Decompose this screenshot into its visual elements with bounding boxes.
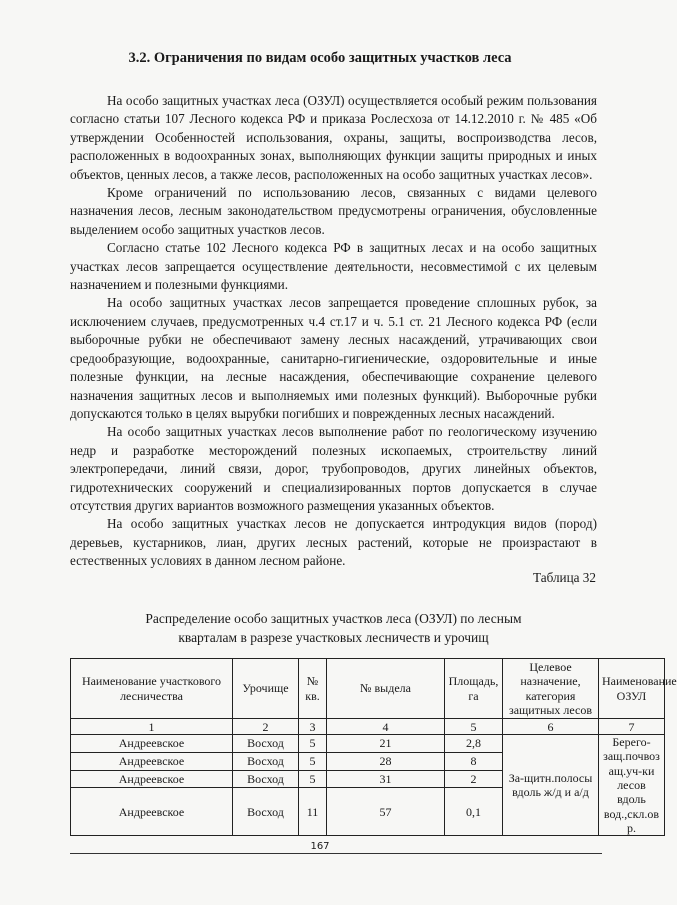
- cell-area: 2: [445, 770, 503, 788]
- header-ozul-name: Наименование ОЗУЛ: [599, 659, 665, 719]
- paragraph: Кроме ограничений по использованию лесов, связанных с видами целевого назначения лесов, лесным законодательством предусмотрены ограничения, обусловленные выделением особо защитных участков лесов.: [70, 185, 597, 237]
- cell-urochische: Восход: [233, 788, 299, 836]
- footer-divider: [70, 853, 602, 854]
- header-urochische: Урочище: [233, 659, 299, 719]
- cell-urochische: Восход: [233, 770, 299, 788]
- column-number: 1: [71, 719, 233, 735]
- header-lesnichestvo: Наименование участкового лесничества: [71, 659, 233, 719]
- paragraph: На особо защитных участках леса (ОЗУЛ) осуществляется особый режим пользования согласно статьи 107 Лесного кодекса РФ и приказа Рослесхоза от 14.12.2010 г. № 485 «Об утверждении Особенностей использования, охраны, защиты, воспроизводства лесов, расположенных в водоохранных зонах, выполняющих функции защиты природных и иных объектов, ценных лесов, а также лесов, расположенных на особо защитных участках лесов».: [70, 93, 597, 182]
- table-row: [71, 735, 665, 753]
- cell-vydel: 57: [327, 788, 445, 836]
- column-number: 5: [445, 719, 503, 735]
- header-vydel: № выдела: [327, 659, 445, 719]
- cell-vydel: 31: [327, 770, 445, 788]
- cell-kvartal: 5: [299, 752, 327, 770]
- table-header-row: [71, 659, 665, 719]
- header-area: Площадь, га: [445, 659, 503, 719]
- cell-lesnichestvo: Андреевское: [71, 752, 233, 770]
- column-number-row: [71, 719, 665, 735]
- cell-area: 8: [445, 752, 503, 770]
- column-number: 3: [299, 719, 327, 735]
- cell-urochische: Восход: [233, 735, 299, 753]
- table-caption-line: кварталам в разрезе участковых лесничеств и урочищ: [178, 630, 489, 645]
- section-title: 3.2. Ограничения по видам особо защитных участков леса: [128, 50, 512, 66]
- column-number: 2: [233, 719, 299, 735]
- page-number: 167: [310, 841, 330, 852]
- cell-vydel: 21: [327, 735, 445, 753]
- table-caption-line: Распределение особо защитных участков леса (ОЗУЛ) по лесным: [145, 611, 522, 626]
- header-category: Целевое назначение, категория защитных лесов: [503, 659, 599, 719]
- cell-area: 2,8: [445, 735, 503, 753]
- cell-lesnichestvo: Андреевское: [71, 770, 233, 788]
- table-number: Таблица 32: [533, 570, 596, 585]
- column-number: 7: [599, 719, 665, 735]
- cell-urochische: Восход: [233, 752, 299, 770]
- cell-area: 0,1: [445, 788, 503, 836]
- cell-lesnichestvo: Андреевское: [71, 735, 233, 753]
- column-number: 6: [503, 719, 599, 735]
- cell-lesnichestvo: Андреевское: [71, 788, 233, 836]
- cell-vydel: 28: [327, 752, 445, 770]
- paragraph: Согласно статье 102 Лесного кодекса РФ в защитных лесах и на особо защитных участках лесов запрещается осуществление деятельности, несовместимой с их целевым назначением и полезными функциями.: [70, 240, 597, 293]
- table-caption: [70, 609, 597, 647]
- paragraph: На особо защитных участках лесов не допускается интродукция видов (пород) деревьев, кустарников, лиан, других лесных растений, которые не произрастают в естественных условиях в данном лесном районе.: [70, 516, 597, 569]
- paragraph: На особо защитных участках лесов выполнение работ по геологическому изучению недр и разработке месторождений полезных ископаемых, строительству линий электропередачи, линий связи, дорог, трубопроводов, других линейных объектов, гидротехнических сооружений и специализированных портов допускается в случае отсутствия других вариантов возможного размещения указанных объектов.: [70, 424, 597, 513]
- cell-kvartal: 5: [299, 735, 327, 753]
- cell-kvartal: 11: [299, 788, 327, 836]
- paragraph: На особо защитных участках лесов запрещается проведение сплошных рубок, за исключением случаев, предусмотренных ч.4 ст.17 и ч. 5.1 ст. 21 Лесного кодекса РФ (если выборочные рубки не обеспечивают замену лесных насаждений, утрачивающих свои средообразующие, водоохранные, санитарно-гигиенические, оздоровительные и иные полезные функции, на лесные насаждения, обеспечивающие сохранение целевого назначения защитных лесов и выполняемых ими полезных функций). Выборочные рубки допускаются только в целях вырубки погибших и поврежденных лесных насаждений.: [70, 295, 597, 421]
- cell-kvartal: 5: [299, 770, 327, 788]
- body-text: [70, 92, 597, 571]
- cell-ozul-name: Берего-защ.почвоз ащ.уч-ки лесов вдоль вод.,скл.ов р.: [599, 735, 665, 836]
- column-number: 4: [327, 719, 445, 735]
- ozul-table: [70, 658, 677, 836]
- header-kvartal: № кв.: [299, 659, 327, 719]
- cell-category: За-щитн.полосы вдоль ж/д и а/д: [503, 735, 599, 836]
